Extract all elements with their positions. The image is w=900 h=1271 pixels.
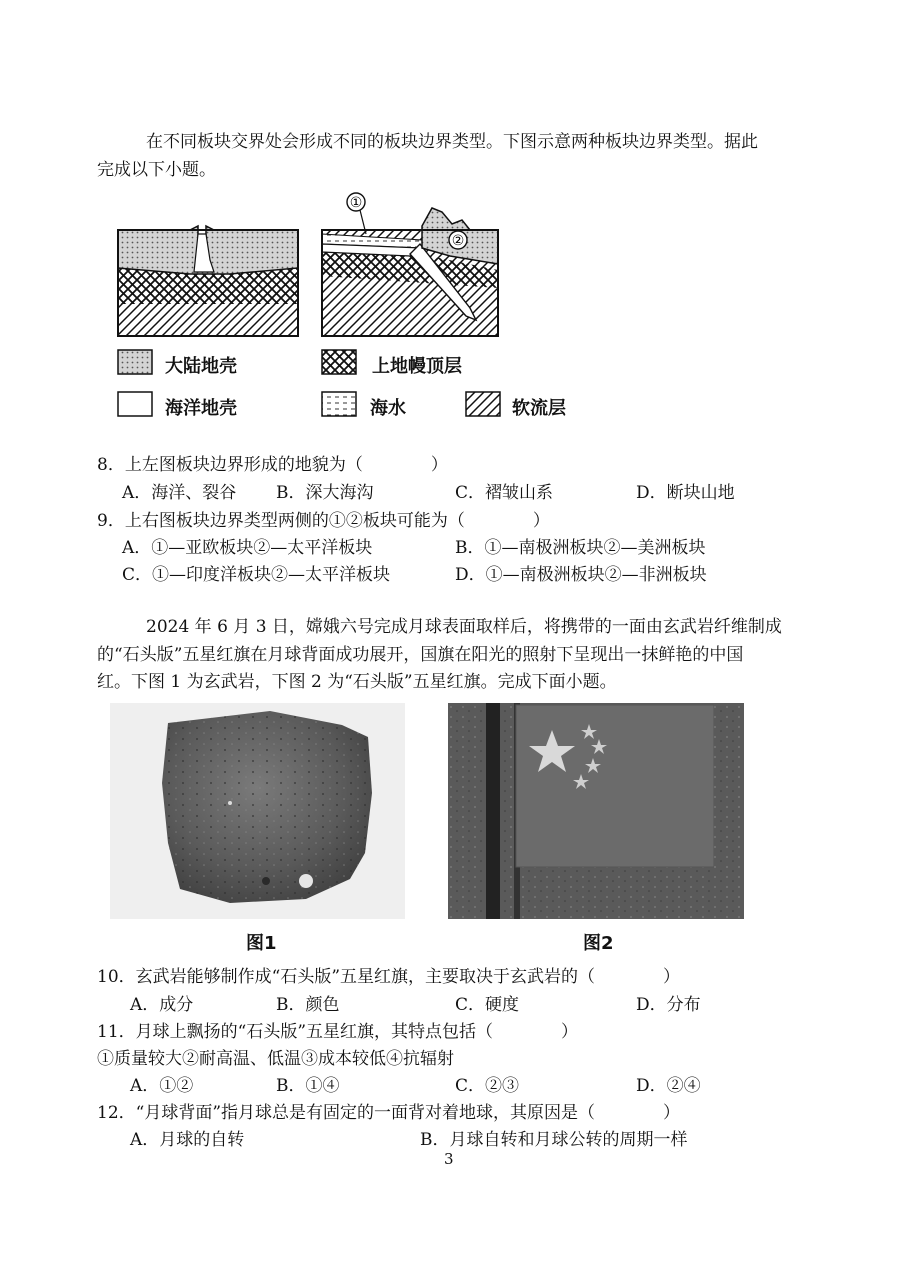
marker-1-label: ① (349, 195, 363, 211)
intro2-line3: 红。下图 1 为玄武岩，下图 2 为“石头版”五星红旗。完成下面小题。 (97, 672, 617, 692)
flag-photo (448, 703, 744, 919)
q10-option-b[interactable]: B．颜色 (276, 995, 340, 1015)
q9-option-c[interactable]: C．①—印度洋板块②—太平洋板块 (122, 565, 391, 585)
intro2-line2: 的“石头版”五星红旗在月球背面成功展开，国旗在阳光的照射下呈现出一抹鲜艳的中国 (97, 645, 744, 665)
q10-option-c[interactable]: C．硬度 (455, 995, 520, 1015)
q11-option-a[interactable]: A．①② (130, 1076, 194, 1096)
figure-2-caption: 图2 (583, 933, 614, 954)
q8-option-d[interactable]: D．断块山地 (636, 483, 735, 503)
q11-stem: 11．月球上飘扬的“石头版”五星红旗，其特点包括（ ） (97, 1022, 579, 1042)
q11-items: ①质量较大②耐高温、低温③成本较低④抗辐射 (97, 1049, 454, 1069)
q12-option-a[interactable]: A．月球的自转 (130, 1130, 245, 1150)
legend-swatch-continental (118, 350, 152, 374)
page-number: 3 (444, 1150, 454, 1168)
legend-continental-crust: 大陆地壳 (165, 356, 237, 377)
q12-stem: 12．“月球背面”指月球总是有固定的一面背对着地球，其原因是（ ） (97, 1103, 681, 1123)
legend-swatch-mantle (322, 350, 356, 374)
q9-option-b[interactable]: B．①—南极洲板块②—美洲板块 (455, 538, 706, 558)
q11-option-d[interactable]: D．②④ (636, 1076, 701, 1096)
intro1-line1: 在不同板块交界处会形成不同的板块边界类型。下图示意两种板块边界类型。据此 (146, 132, 758, 152)
q10-option-d[interactable]: D．分布 (636, 995, 701, 1015)
marker-2-label: ② (451, 233, 465, 249)
legend-seawater: 海水 (370, 398, 406, 419)
q8-stem: 8．上左图板块边界形成的地貌为（ ） (97, 455, 448, 475)
q9-option-d[interactable]: D．①—南极洲板块②—非洲板块 (455, 565, 707, 585)
q8-option-b[interactable]: B．深大海沟 (276, 483, 374, 503)
intro2-line1: 2024 年 6 月 3 日，嫦娥六号完成月球表面取样后，将携带的一面由玄武岩纤维制成 (146, 617, 782, 637)
intro1-line2: 完成以下小题。 (97, 160, 216, 180)
divergent-boundary-block (118, 226, 298, 336)
q8-option-c[interactable]: C．褶皱山系 (455, 483, 554, 503)
convergent-boundary-block (322, 193, 498, 336)
q11-option-c[interactable]: C．②③ (455, 1076, 520, 1096)
q11-option-b[interactable]: B．①④ (276, 1076, 340, 1096)
legend-asthenosphere: 软流层 (512, 398, 566, 419)
legend-swatch-asthenosphere (466, 392, 500, 416)
legend-oceanic-crust: 海洋地壳 (165, 398, 237, 419)
legend-swatch-oceanic (118, 392, 152, 416)
q12-option-b[interactable]: B．月球自转和月球公转的周期一样 (420, 1130, 688, 1150)
q9-option-a[interactable]: A．①—亚欧板块②—太平洋板块 (122, 538, 373, 558)
basalt-photo (110, 703, 405, 919)
figure-1-caption: 图1 (246, 933, 277, 954)
q10-stem: 10．玄武岩能够制作成“石头版”五星红旗，主要取决于玄武岩的（ ） (97, 967, 681, 987)
legend-swatch-seawater (322, 392, 356, 416)
legend-upper-mantle: 上地幔顶层 (372, 356, 462, 377)
q9-stem: 9．上右图板块边界类型两侧的①②板块可能为（ ） (97, 511, 550, 531)
q10-option-a[interactable]: A．成分 (130, 995, 194, 1015)
q8-option-a[interactable]: A．海洋、裂谷 (122, 483, 237, 503)
